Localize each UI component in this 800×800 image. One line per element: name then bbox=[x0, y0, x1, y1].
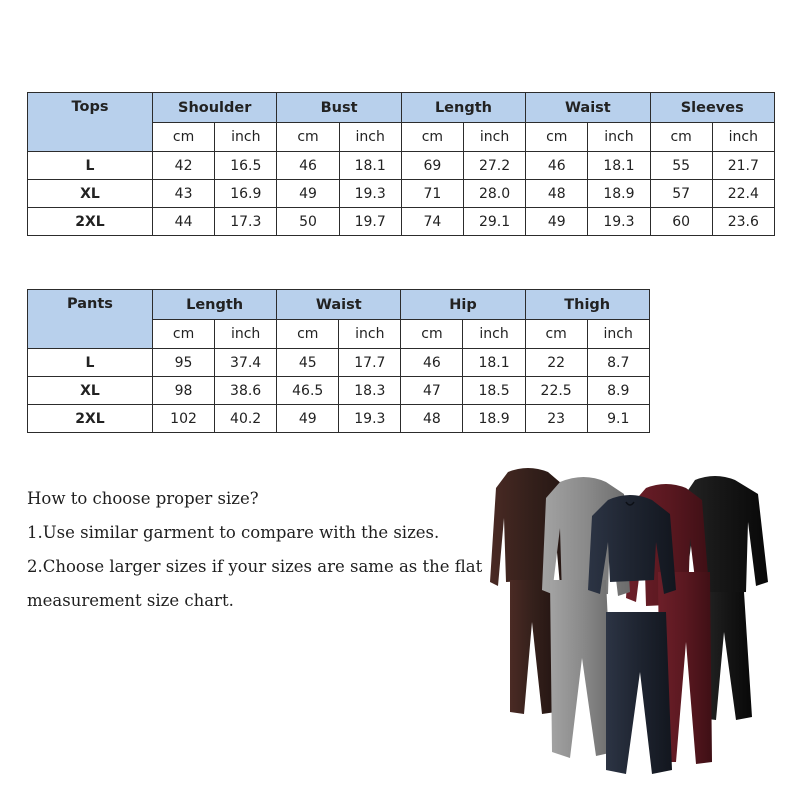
measurement-cell: 60 bbox=[650, 208, 712, 236]
measurement-cell: 42 bbox=[153, 152, 215, 180]
pants-col-thigh: Thigh bbox=[525, 290, 649, 320]
measurement-cell: 17.3 bbox=[215, 208, 277, 236]
measurement-cell: 18.1 bbox=[463, 349, 525, 377]
tops-col-bust: Bust bbox=[277, 93, 401, 123]
measurement-cell: 18.5 bbox=[463, 377, 525, 405]
unit-cm: cm bbox=[650, 123, 712, 152]
measurement-cell: 23.6 bbox=[712, 208, 774, 236]
pants-col-waist: Waist bbox=[277, 290, 401, 320]
tops-col-sleeves: Sleeves bbox=[650, 93, 774, 123]
measurement-cell: 48 bbox=[401, 405, 463, 433]
measurement-cell: 44 bbox=[153, 208, 215, 236]
tops-size-table bbox=[27, 92, 775, 236]
pants-size-table bbox=[27, 289, 650, 433]
measurement-cell: 38.6 bbox=[215, 377, 277, 405]
unit-cm: cm bbox=[525, 320, 587, 349]
size-label: XL bbox=[28, 377, 153, 405]
measurement-cell: 16.5 bbox=[215, 152, 277, 180]
tops-corner-header: Tops bbox=[28, 93, 153, 152]
measurement-cell: 55 bbox=[650, 152, 712, 180]
measurement-cell: 18.1 bbox=[339, 152, 401, 180]
measurement-cell: 46.5 bbox=[277, 377, 339, 405]
unit-cm: cm bbox=[526, 123, 588, 152]
measurement-cell: 49 bbox=[526, 208, 588, 236]
pants-row-xl bbox=[28, 377, 650, 405]
measurement-cell: 46 bbox=[401, 349, 463, 377]
pants-row-l bbox=[28, 349, 650, 377]
size-label: L bbox=[28, 349, 153, 377]
measurement-cell: 18.9 bbox=[463, 405, 525, 433]
measurement-cell: 18.3 bbox=[339, 377, 401, 405]
tops-row-xl bbox=[28, 180, 775, 208]
measurement-cell: 9.1 bbox=[587, 405, 649, 433]
measurement-cell: 71 bbox=[401, 180, 463, 208]
size-guide-tip-2-continued: measurement size chart. bbox=[27, 591, 234, 610]
measurement-cell: 22 bbox=[525, 349, 587, 377]
measurement-cell: 22.5 bbox=[525, 377, 587, 405]
measurement-cell: 19.3 bbox=[339, 180, 401, 208]
measurement-cell: 40.2 bbox=[215, 405, 277, 433]
pants-corner-header: Pants bbox=[28, 290, 153, 349]
measurement-cell: 43 bbox=[153, 180, 215, 208]
measurement-cell: 21.7 bbox=[712, 152, 774, 180]
unit-cm: cm bbox=[277, 123, 339, 152]
measurement-cell: 46 bbox=[526, 152, 588, 180]
measurement-cell: 46 bbox=[277, 152, 339, 180]
measurement-cell: 8.9 bbox=[587, 377, 649, 405]
measurement-cell: 17.7 bbox=[339, 349, 401, 377]
size-guide-tip-2: 2.Choose larger sizes if your sizes are same as the flat bbox=[27, 557, 483, 576]
measurement-cell: 50 bbox=[277, 208, 339, 236]
tops-row-2xl bbox=[28, 208, 775, 236]
tops-col-length: Length bbox=[401, 93, 525, 123]
measurement-cell: 69 bbox=[401, 152, 463, 180]
unit-cm: cm bbox=[277, 320, 339, 349]
measurement-cell: 23 bbox=[525, 405, 587, 433]
unit-inch: inch bbox=[339, 320, 401, 349]
measurement-cell: 98 bbox=[153, 377, 215, 405]
unit-inch: inch bbox=[587, 320, 649, 349]
pants-col-length: Length bbox=[153, 290, 277, 320]
measurement-cell: 37.4 bbox=[215, 349, 277, 377]
unit-cm: cm bbox=[153, 320, 215, 349]
measurement-cell: 16.9 bbox=[215, 180, 277, 208]
unit-cm: cm bbox=[153, 123, 215, 152]
measurement-cell: 8.7 bbox=[587, 349, 649, 377]
unit-inch: inch bbox=[215, 123, 277, 152]
unit-inch: inch bbox=[339, 123, 401, 152]
measurement-cell: 47 bbox=[401, 377, 463, 405]
pants-col-hip: Hip bbox=[401, 290, 525, 320]
size-guide-question: How to choose proper size? bbox=[27, 489, 259, 508]
tops-col-shoulder: Shoulder bbox=[153, 93, 277, 123]
size-label: 2XL bbox=[28, 405, 153, 433]
unit-inch: inch bbox=[712, 123, 774, 152]
measurement-cell: 49 bbox=[277, 180, 339, 208]
measurement-cell: 57 bbox=[650, 180, 712, 208]
measurement-cell: 49 bbox=[277, 405, 339, 433]
measurement-cell: 19.3 bbox=[588, 208, 650, 236]
measurement-cell: 19.3 bbox=[339, 405, 401, 433]
measurement-cell: 18.9 bbox=[588, 180, 650, 208]
size-guide-notes bbox=[27, 482, 497, 618]
unit-cm: cm bbox=[401, 320, 463, 349]
unit-cm: cm bbox=[401, 123, 463, 152]
size-label: 2XL bbox=[28, 208, 153, 236]
tops-row-l bbox=[28, 152, 775, 180]
measurement-cell: 19.7 bbox=[339, 208, 401, 236]
measurement-cell: 102 bbox=[153, 405, 215, 433]
unit-inch: inch bbox=[463, 320, 525, 349]
unit-inch: inch bbox=[588, 123, 650, 152]
measurement-cell: 29.1 bbox=[463, 208, 525, 236]
size-label: XL bbox=[28, 180, 153, 208]
pants-row-2xl bbox=[28, 405, 650, 433]
size-label: L bbox=[28, 152, 153, 180]
tops-col-waist: Waist bbox=[526, 93, 650, 123]
unit-inch: inch bbox=[215, 320, 277, 349]
measurement-cell: 28.0 bbox=[463, 180, 525, 208]
unit-inch: inch bbox=[463, 123, 525, 152]
product-garments-image bbox=[490, 462, 780, 782]
size-guide-tip-1: 1.Use similar garment to compare with the sizes. bbox=[27, 523, 440, 542]
measurement-cell: 48 bbox=[526, 180, 588, 208]
measurement-cell: 95 bbox=[153, 349, 215, 377]
measurement-cell: 74 bbox=[401, 208, 463, 236]
measurement-cell: 45 bbox=[277, 349, 339, 377]
measurement-cell: 18.1 bbox=[588, 152, 650, 180]
measurement-cell: 22.4 bbox=[712, 180, 774, 208]
measurement-cell: 27.2 bbox=[463, 152, 525, 180]
